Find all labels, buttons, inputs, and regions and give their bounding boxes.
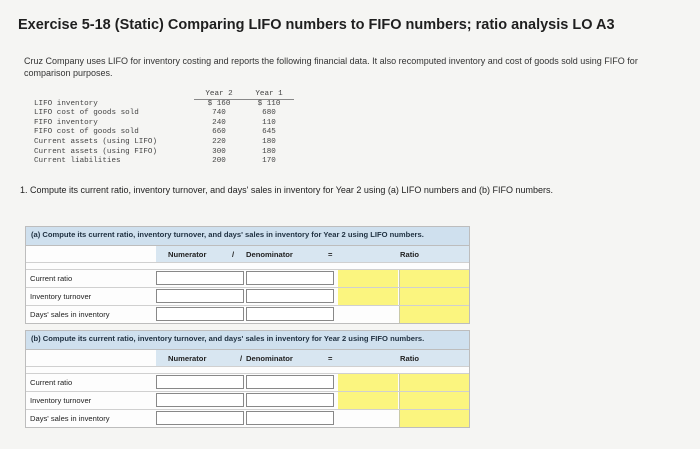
- numerator-input[interactable]: [156, 393, 244, 407]
- financial-row: FIFO cost of goods sold 660 645: [34, 128, 276, 137]
- question-text: 1. Compute its current ratio, inventory turnover, and days' sales in inventory for Year 2 using (a) LIFO numbers and (b) FIFO numbers.: [20, 185, 553, 195]
- ratio-input[interactable]: [399, 410, 469, 427]
- financial-row: LIFO inventory $ 160 $ 110: [34, 99, 281, 108]
- denominator-input[interactable]: [246, 289, 334, 303]
- ratio-input[interactable]: [399, 374, 469, 391]
- numerator-header: Numerator: [168, 250, 207, 259]
- slash-symbol: /: [240, 354, 243, 363]
- current-ratio-row: Current ratio: [26, 270, 469, 288]
- numerator-input[interactable]: [156, 307, 244, 321]
- financial-row: Current liabilities 200 170: [34, 157, 276, 166]
- days-sales-row: Days' sales in inventory: [26, 306, 469, 323]
- equals-symbol: =: [328, 354, 333, 363]
- financial-header-row: [34, 90, 294, 100]
- year1-header: Year 1: [244, 90, 294, 100]
- denominator-input[interactable]: [246, 411, 334, 425]
- ratio-header: Ratio: [400, 354, 419, 363]
- page-title: Exercise 5-18 (Static) Comparing LIFO numbers to FIFO numbers; ratio analysis LO A3: [18, 17, 615, 33]
- financial-data-table: [34, 90, 294, 167]
- denominator-input[interactable]: [246, 393, 334, 407]
- days-sales-row: Days' sales in inventory: [26, 410, 469, 427]
- year2-header: Year 2: [194, 90, 244, 100]
- ratio-input[interactable]: [399, 306, 469, 323]
- intro-text: Cruz Company uses LIFO for inventory costing and reports the following financial data. It also recomputed inventory and cost of goods sold using FIFO for comparison purposes.: [24, 56, 638, 78]
- panel-fifo: [25, 330, 470, 428]
- ratio-input[interactable]: [399, 270, 469, 287]
- numerator-input[interactable]: [156, 411, 244, 425]
- panel-lifo: [25, 226, 470, 324]
- denominator-input[interactable]: [246, 307, 334, 321]
- panel-b-column-header: [26, 350, 469, 367]
- denominator-input[interactable]: [246, 271, 334, 285]
- panel-a-column-header: [26, 246, 469, 263]
- ratio-input[interactable]: [399, 288, 469, 305]
- numerator-header: Numerator: [168, 354, 207, 363]
- inventory-turnover-row: Inventory turnover: [26, 392, 469, 410]
- panel-b-header: (b) Compute its current ratio, inventory turnover, and days' sales in inventory for Year 2 using FIFO numbers.: [26, 331, 469, 350]
- panel-a-header: (a) Compute its current ratio, inventory turnover, and days' sales in inventory for Year 2 using LIFO numbers.: [26, 227, 469, 246]
- current-ratio-row: Current ratio: [26, 374, 469, 392]
- numerator-input[interactable]: [156, 289, 244, 303]
- financial-row: Current assets (using LIFO) 220 180: [34, 137, 276, 146]
- slash-symbol: /: [232, 250, 235, 259]
- financial-row: LIFO cost of goods sold 740 680: [34, 109, 276, 118]
- denominator-header: Denominator: [246, 354, 293, 363]
- equals-symbol: =: [328, 250, 333, 259]
- denominator-header: Denominator: [246, 250, 293, 259]
- numerator-input[interactable]: [156, 271, 244, 285]
- financial-row: Current assets (using FIFO) 300 180: [34, 147, 276, 156]
- financial-row: FIFO inventory 240 110: [34, 118, 276, 127]
- inventory-turnover-row: Inventory turnover: [26, 288, 469, 306]
- ratio-header: Ratio: [400, 250, 419, 259]
- numerator-input[interactable]: [156, 375, 244, 389]
- denominator-input[interactable]: [246, 375, 334, 389]
- ratio-input[interactable]: [399, 392, 469, 409]
